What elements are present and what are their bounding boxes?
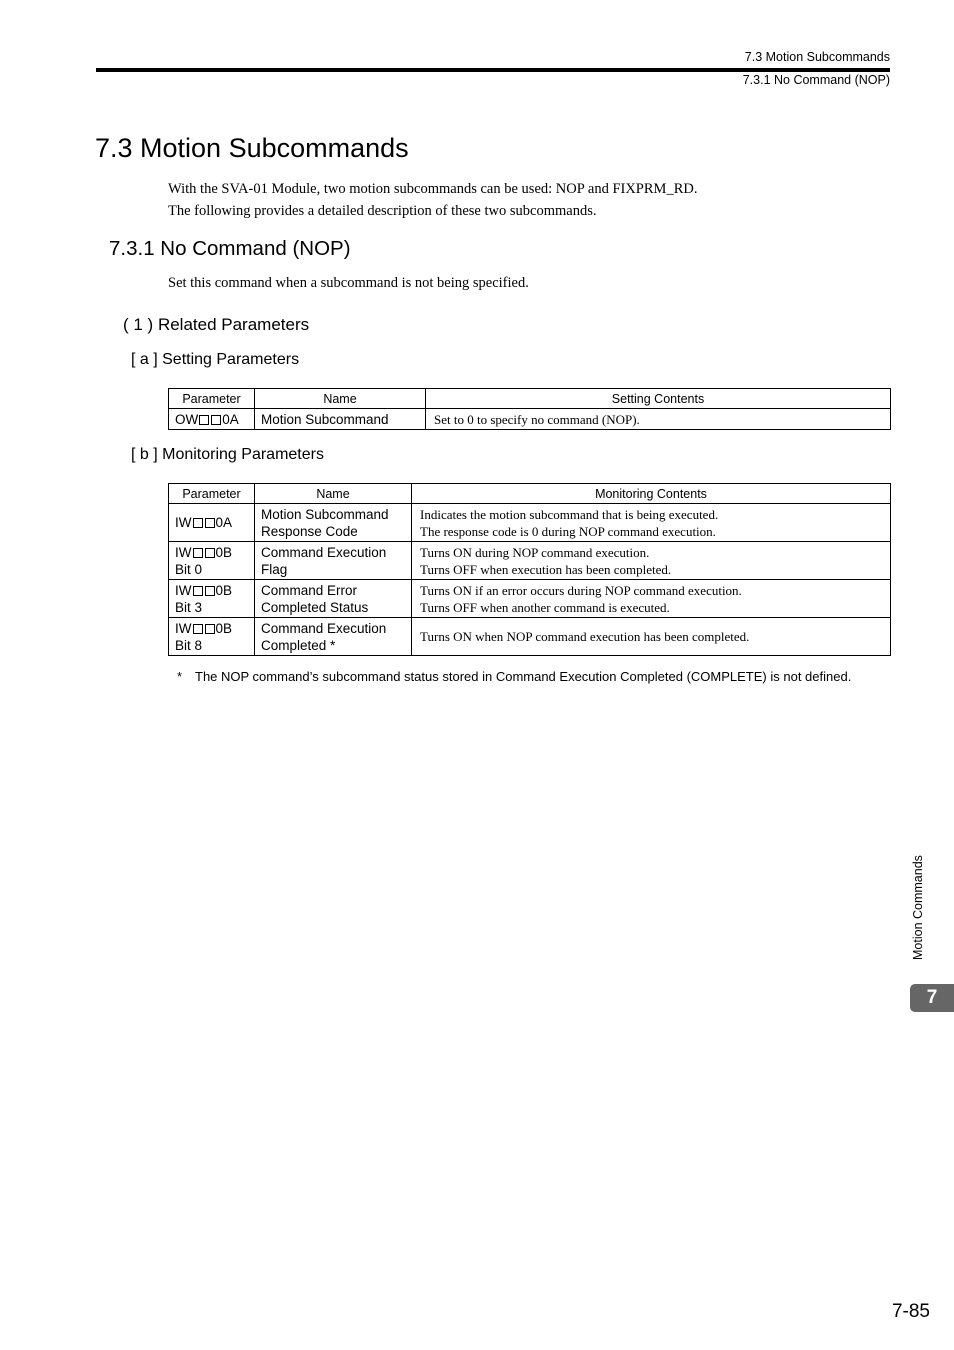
column-header: Parameter [169,389,255,409]
contents-cell [412,542,891,580]
placeholder-box-icon [193,548,203,558]
contents-line: Turns OFF when another command is executed. [420,599,670,615]
placeholder-box-icon [205,624,215,634]
contents-line: Indicates the motion subcommand that is being executed. [420,506,719,522]
name-cell [255,618,412,656]
name-line: Command Execution [261,620,387,636]
setting-parameters-heading: [ a ] Setting Parameters [131,351,300,368]
column-header: Monitoring Contents [412,484,891,504]
intro-line-1: With the SVA-01 Module, two motion subcommands can be used: NOP and FIXPRM_RD. [168,181,698,197]
placeholder-box-icon [193,624,203,634]
running-header-subsection: 7.3.1 No Command (NOP) [742,73,890,87]
placeholder-box-icon [193,518,203,528]
contents-line: The response code is 0 during NOP command execution. [420,523,716,539]
contents-line: Turns ON during NOP command execution. [420,544,650,560]
intro-line-2: The following provides a detailed description of these two subcommands. [168,203,597,219]
table-row [169,542,891,580]
param-prefix: IW [175,582,192,598]
param-suffix: 0A [215,515,233,530]
footnote-mark: * [177,669,183,684]
name-line: Motion Subcommand [261,506,389,522]
column-header: Name [255,484,412,504]
name-cell [255,504,412,542]
setting-parameters-table [168,388,891,430]
table-header-row [169,484,891,504]
name-line: Completed Status [261,599,369,615]
placeholder-box-icon [205,518,215,528]
column-header: Parameter [169,484,255,504]
chapter-side-label: Motion Commands [911,855,925,960]
parameter-cell [169,542,255,580]
param-suffix: 0B [215,582,233,598]
contents-line: Turns OFF when execution has been completed. [420,561,672,577]
placeholder-box-icon [193,586,203,596]
chapter-tab: 7 [910,984,954,1012]
param-prefix: OW [175,411,199,427]
placeholder-box-icon [211,415,221,425]
contents-cell [412,504,891,542]
name-line: Command Execution [261,544,387,560]
contents-cell: Set to 0 to specify no command (NOP). [426,409,891,430]
monitoring-parameters-heading: [ b ] Monitoring Parameters [131,446,324,463]
param-suffix: 0B [215,620,233,636]
name-line: Command Error [261,582,358,598]
param-bit: Bit 8 [175,637,203,653]
header-rule [96,68,890,72]
table-row [169,504,891,542]
footnote-text: The NOP command’s subcommand status stored in Command Execution Completed (COMPLETE) is not defined. [195,669,852,684]
column-header: Setting Contents [426,389,891,409]
contents-cell [412,618,891,656]
parameter-cell [169,580,255,618]
parameter-cell [169,504,255,542]
page-title: 7.3 Motion Subcommands [95,133,409,163]
page-number: 7-85 [891,1301,930,1322]
name-line: Response Code [261,523,358,539]
placeholder-box-icon [199,415,209,425]
section-description: Set this command when a subcommand is not being specified. [168,275,529,291]
section-heading: 7.3.1 No Command (NOP) [109,237,351,260]
param-prefix: IW [175,620,192,636]
table-row [169,409,891,430]
name-line: Flag [261,561,288,577]
contents-line: Turns ON when NOP command execution has been completed. [420,629,750,644]
table-row [169,580,891,618]
param-prefix: IW [175,544,192,560]
param-bit: Bit 3 [175,599,203,615]
name-cell [255,542,412,580]
name-line: Completed * [261,637,336,653]
param-bit: Bit 0 [175,561,203,577]
param-suffix: 0A [222,411,239,427]
related-parameters-heading: ( 1 ) Related Parameters [123,315,310,334]
running-header-section: 7.3 Motion Subcommands [744,50,890,64]
table-row [169,618,891,656]
placeholder-box-icon [205,548,215,558]
parameter-cell [169,409,255,430]
monitoring-parameters-table [168,483,891,656]
table-header-row [169,389,891,409]
param-prefix: IW [175,515,192,530]
contents-cell [412,580,891,618]
parameter-cell [169,618,255,656]
placeholder-box-icon [205,586,215,596]
name-cell: Motion Subcommand [255,409,426,430]
column-header: Name [255,389,426,409]
param-suffix: 0B [215,544,233,560]
contents-line: Turns ON if an error occurs during NOP command execution. [420,582,742,598]
name-cell [255,580,412,618]
